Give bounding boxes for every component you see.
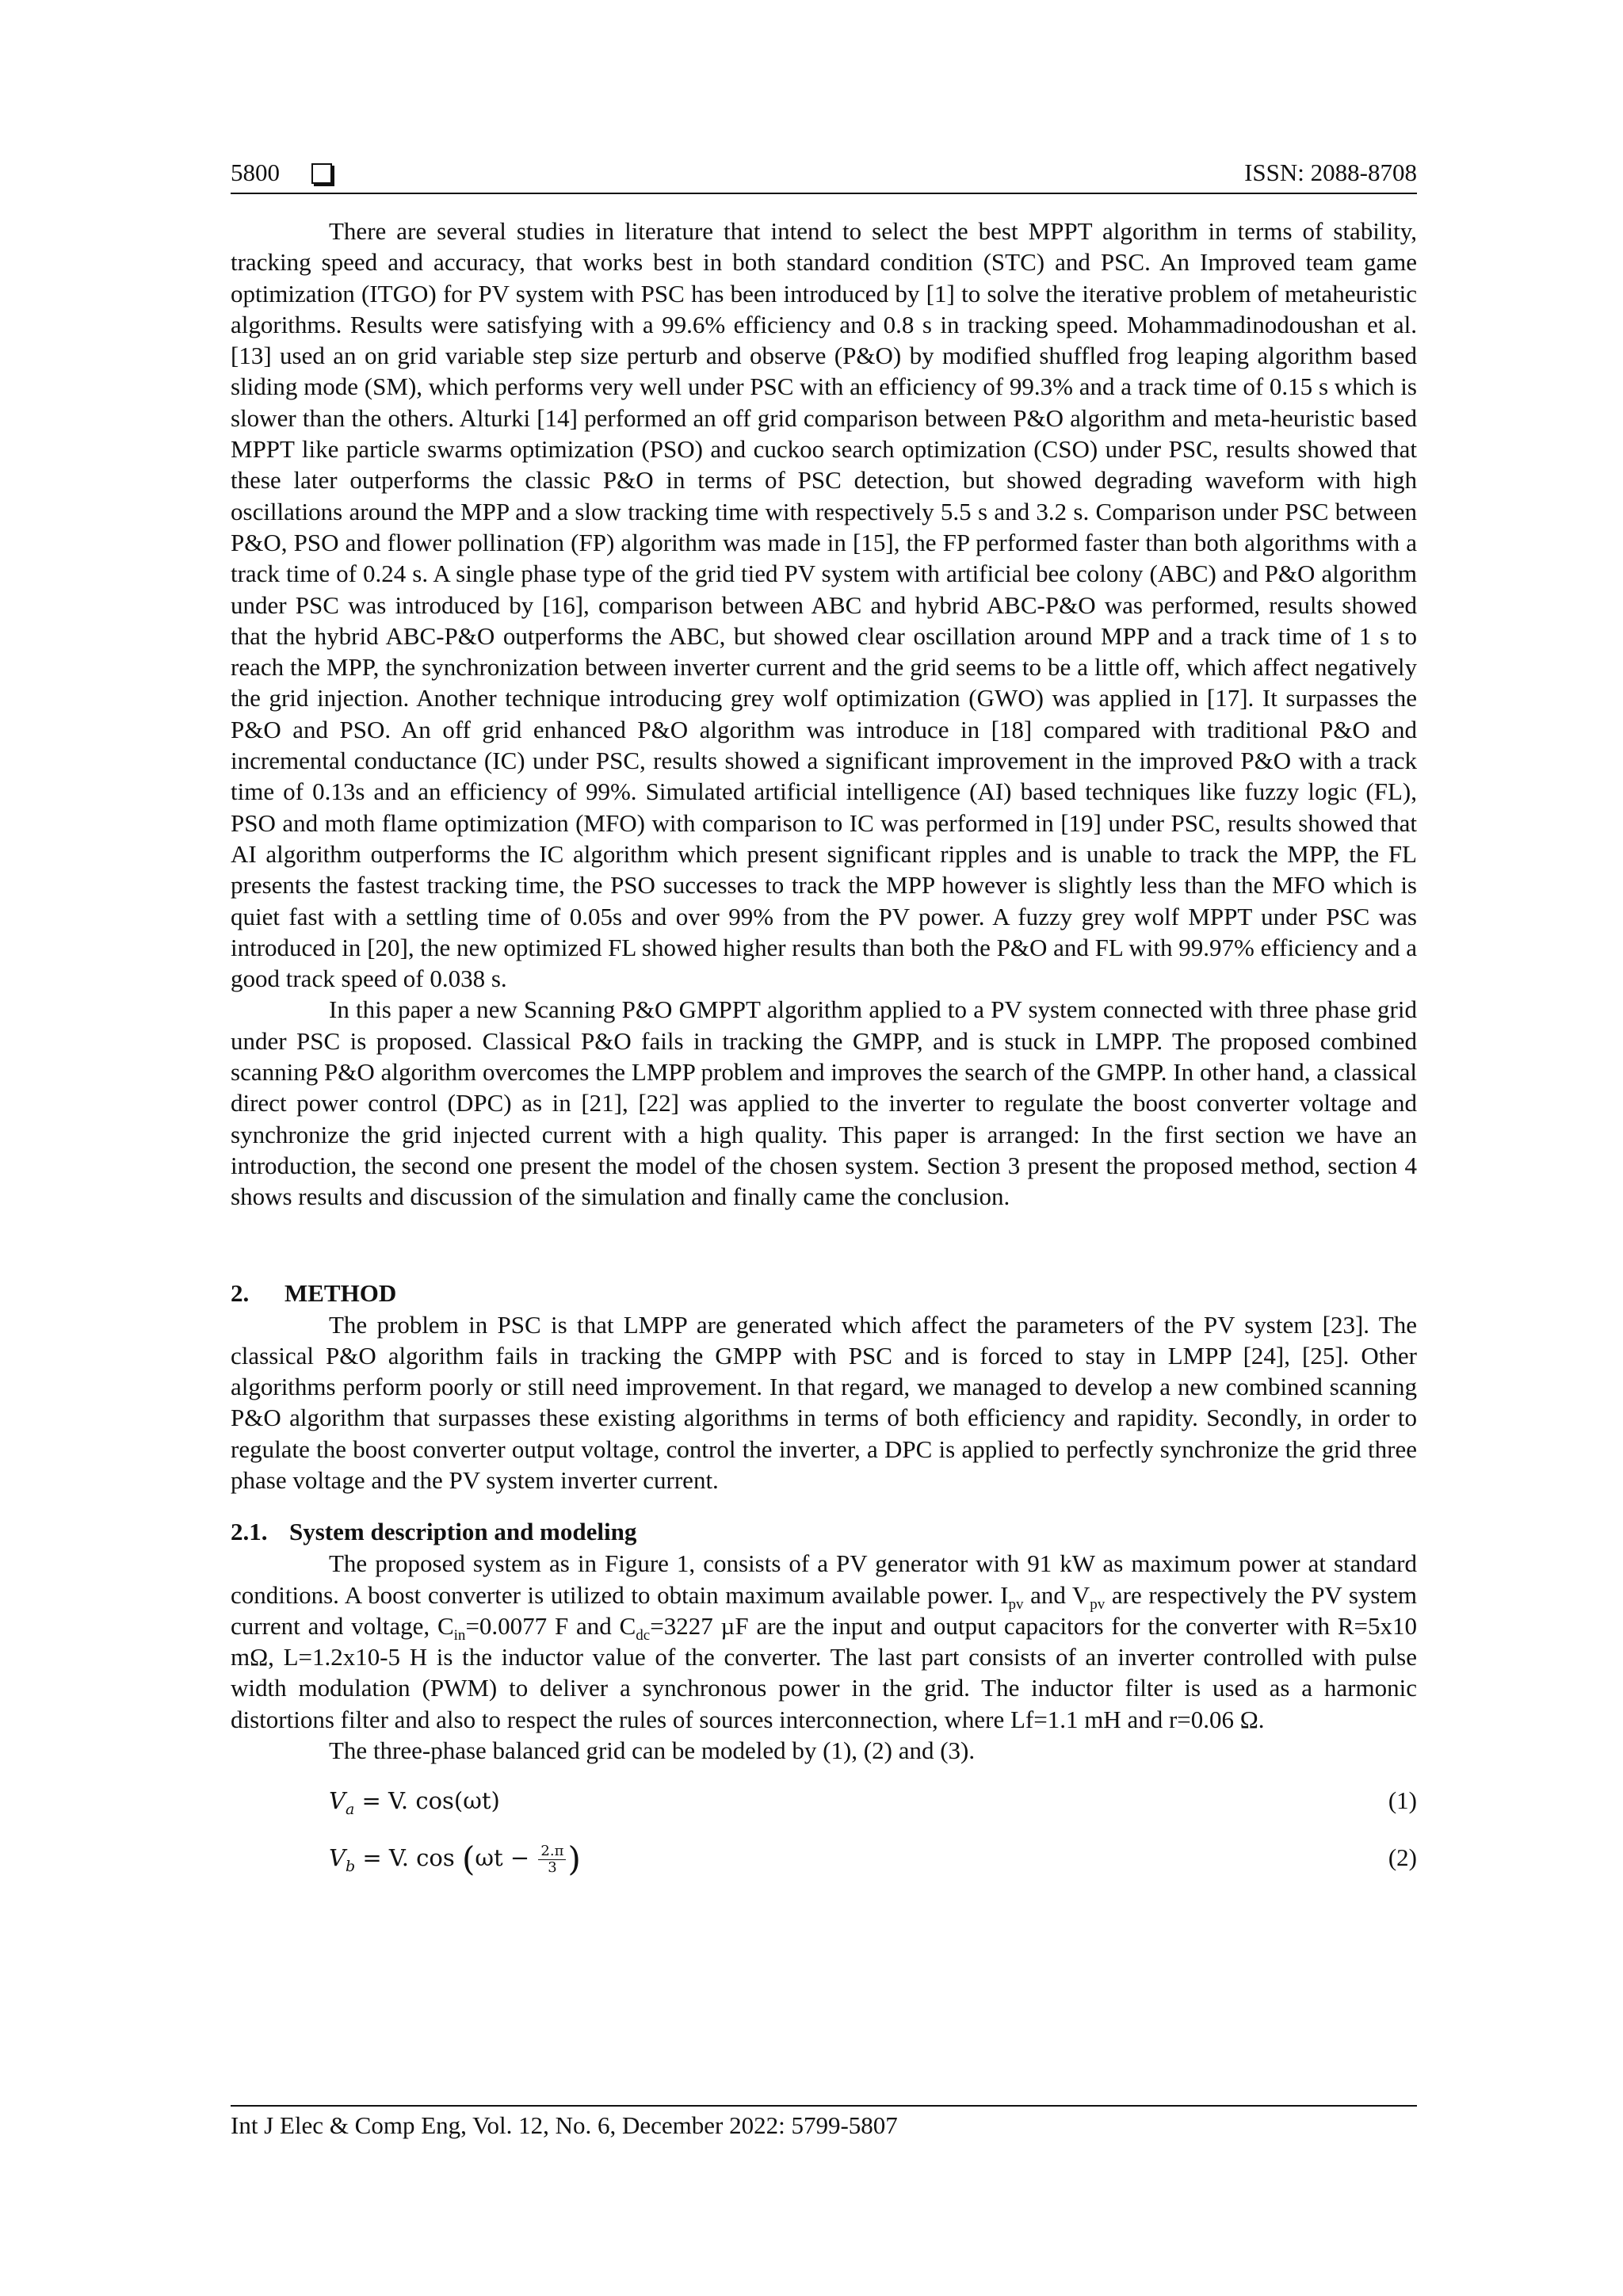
- equation-1: $V_a = V$. cos(ωt) (1): [231, 1777, 1417, 1824]
- section-number: 2.: [231, 1278, 250, 1307]
- subsection-heading: [231, 1516, 1417, 1548]
- equation-number: (1): [1388, 1786, 1417, 1815]
- paragraph-system-description: The proposed system as in Figure 1, consists of a PV generator with 91 kW as maximum power at standard conditions. A boost converter is utilized to obtain maximum available power. $I_{pv}$ and $V_{pv}$ are respectively the PV system current and voltage, $C_{in}=0.0077$ F and $C_{dc}=3227$ µF are the input and output capacitors for the converter with R=5x10 mΩ, L=1.2x10-5 H is the inductor value of the converter. The last part consists of an inverter controlled with pulse width modulation (PWM) to deliver a synchronous power in the grid. The inductor filter is used as a harmonic distortions filter and also to respect the rules of sources interconnection, where Lf=1.1 mH and r=0.06 Ω.: [231, 1549, 1417, 1733]
- page-footer: Int J Elec & Comp Eng, Vol. 12, No. 6, December 2022: 5799-5807: [231, 2111, 898, 2139]
- article-body: [231, 216, 1417, 1881]
- equation-number: (2): [1388, 1843, 1417, 1872]
- section-heading: [231, 1278, 1417, 1309]
- paragraph-grid-model: The three-phase balanced grid can be modeled by (1), (2) and (3).: [329, 1736, 976, 1765]
- subsection-title: System description and modeling: [289, 1518, 637, 1546]
- page-header: [231, 155, 1417, 190]
- paragraph-literature-review: There are several studies in literature that intend to select the best MPPT algorithm in terms of stability, tracking speed and accuracy, that works best in both standard condition (STC) and PSC. An Improved team game optimization (ITGO) for PV system with PSC has been introduced by [1] to solve the iterative problem of metaheuristic algorithms. Results were satisfying with a 99.6% efficiency and 0.8 s in tracking speed. Mohammadinodoushan et al. [13] used an on grid variable step size perturb and observe (P&O) by modified shuffled frog leaping algorithm based sliding mode (SM), which performs very well under PSC with an efficiency of 99.3% and a track time of 0.15 s which is slower than the others. Alturki [14] performed an off grid comparison between P&O algorithm and meta-heuristic based MPPT like particle swarms optimization (PSO) and cuckoo search optimization (CSO) under PSC, results showed that these later outperforms the classic P&O in terms of PSC detection, but showed degrading waveform with high oscillations around the MPP and a slow tracking time with respectively 5.5 s and 3.2 s. Comparison under PSC between P&O, PSO and flower pollination (FP) algorithm was made in [15], the FP performed faster than both algorithms with a track time of 0.24 s. A single phase type of the grid tied PV system with artificial bee colony (ABC) and P&O algorithm under PSC was introduced by [16], comparison between ABC and hybrid ABC-P&O was performed, results showed that the hybrid ABC-P&O outperforms the ABC, but showed clear oscillation around MPP and a track time of 1 s to reach the MPP, the synchronization between inverter current and the grid seems to be a little off, which affect negatively the grid injection. Another technique introducing grey wolf optimization (GWO) was applied in [17]. It surpasses the P&O and PSO. An off grid enhanced P&O algorithm was introduce in [18] compared with traditional P&O and incremental conductance (IC) under PSC, results showed a significant improvement in the improved P&O with a track time of 0.13s and an efficiency of 99%. Simulated artificial intelligence (AI) based techniques like fuzzy logic (FL), PSO and moth flame optimization (MFO) with comparison to IC was performed in [19] under PSC, results showed that AI algorithm outperforms the IC algorithm which present significant ripples and is unable to track the MPP, the FL presents the fastest tracking time, the PSO successes to track the MPP however is slightly less than the MFO which is quiet fast with a settling time of 0.05s and over 99% from the PV power. A fuzzy grey wolf MPPT under PSC was introduced in [20], the new optimized FL showed higher results than both the P&O and FL with 99.97% efficiency and a good track speed of 0.038 s.: [231, 217, 1417, 993]
- equation-2: $V_b = V$. cos (ωt − $\frac{2.\pi}{3}$ ) (2): [231, 1834, 1417, 1881]
- page-number: 5800: [231, 159, 280, 186]
- subsection-number: 2.1.: [231, 1518, 268, 1546]
- footer-rule: [231, 2105, 1417, 2107]
- paragraph-contribution: In this paper a new Scanning P&O GMPPT algorithm applied to a PV system connected with three phase grid under PSC is proposed. Classical P&O fails in tracking the GMPP, and is stuck in LMPP. The proposed combined scanning P&O algorithm overcomes the LMPP problem and improves the search of the GMPP. In other hand, a classical direct power control (DPC) as in [21], [22] was applied to the inverter to regulate the boost converter voltage and synchronize the grid injected current with a high quality. This paper is arranged: In the first section we have an introduction, the second one present the model of the chosen system. Section 3 present the proposed method, section 4 shows results and discussion of the simulation and finally came the conclusion.: [231, 995, 1417, 1211]
- section-title: METHOD: [285, 1278, 397, 1307]
- issn: ISSN: 2088-8708: [1244, 159, 1417, 186]
- header-rule: [231, 193, 1417, 194]
- paragraph-method: The problem in PSC is that LMPP are generated which affect the parameters of the PV system [23]. The classical P&O algorithm fails in tracking the GMPP with PSC and is forced to stay in LMPP [24], [25]. Other algorithms perform poorly or still need improvement. In that regard, we managed to develop a new combined scanning P&O algorithm that surpasses these existing algorithms in terms of both efficiency and rapidity. Secondly, in order to regulate the boost converter output voltage, control the inverter, a DPC is applied to perfectly synchronize the grid three phase voltage and the PV system inverter current.: [231, 1310, 1417, 1494]
- square-bullet-icon: [311, 163, 332, 184]
